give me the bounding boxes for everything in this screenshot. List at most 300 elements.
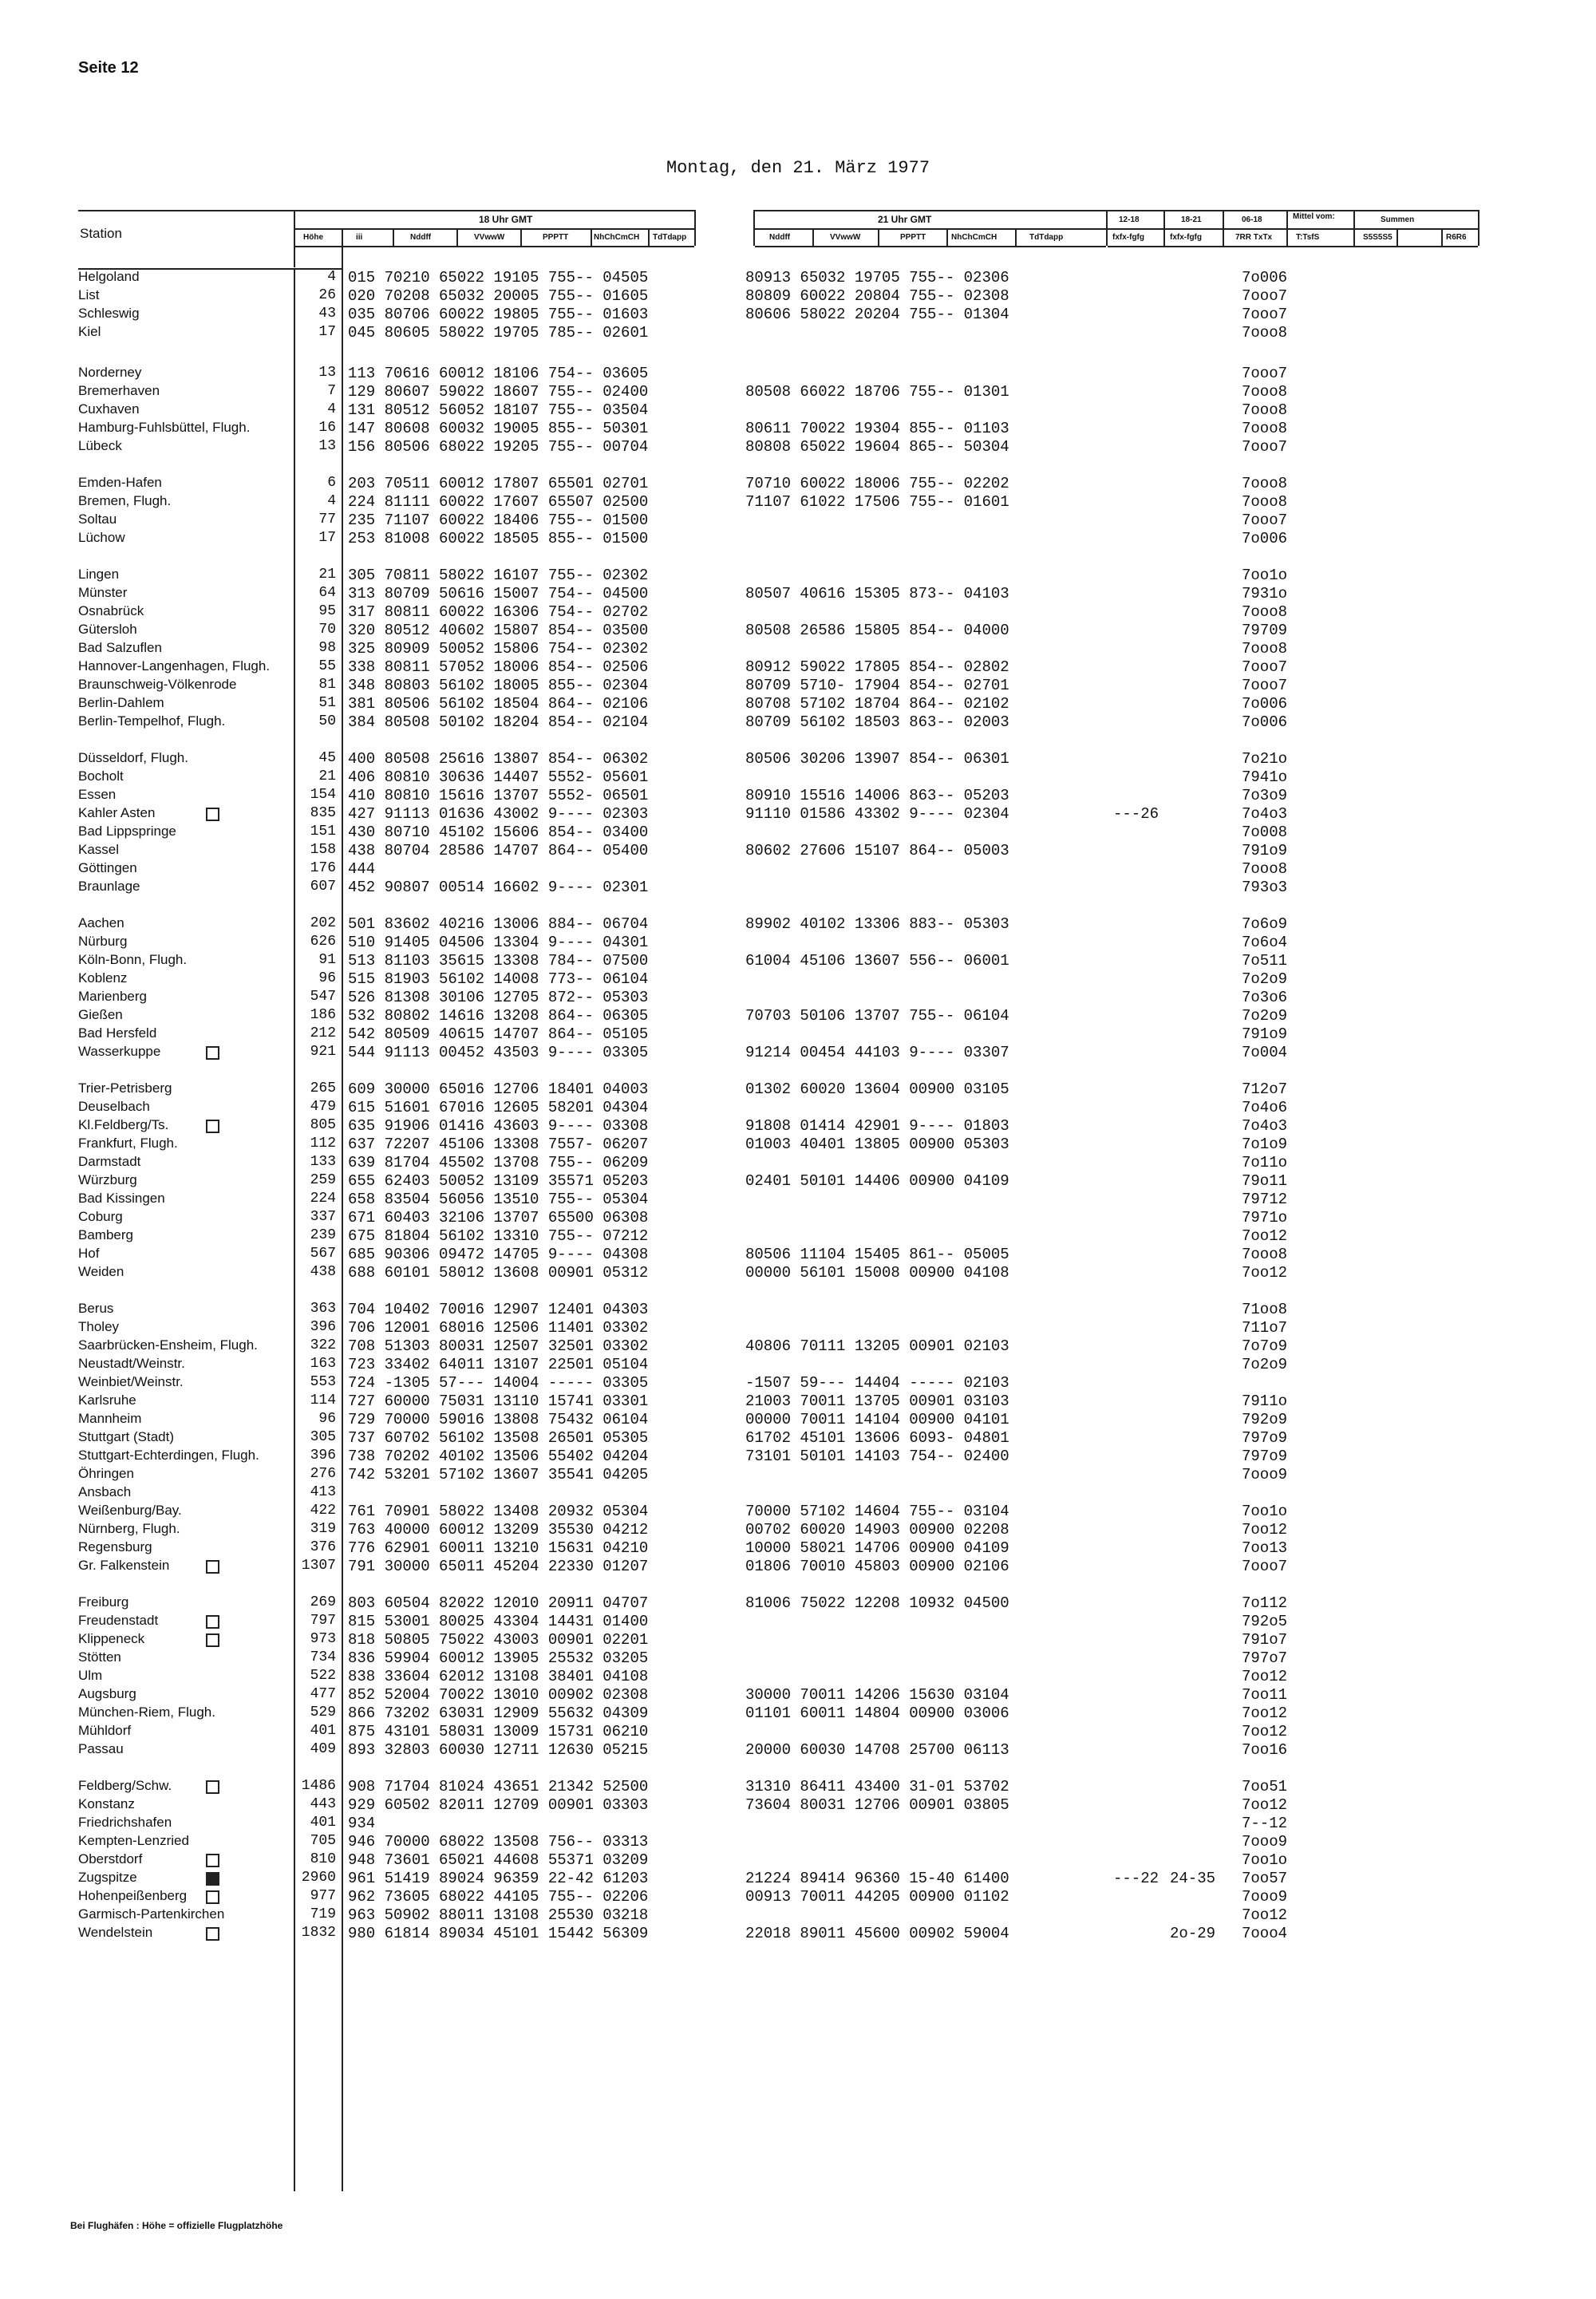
obs-21-gmt: 01806 70010 45803 00900 02106 — [745, 1558, 1009, 1575]
obs-18-gmt: 688 60101 58012 13608 00901 05312 — [348, 1264, 649, 1282]
daily-group: 797o9 — [1242, 1429, 1288, 1447]
table-row — [0, 383, 1596, 401]
daily-group: 7ooo8 — [1242, 603, 1288, 621]
station-height: 443 — [310, 1796, 336, 1812]
table-row — [0, 1025, 1596, 1044]
station-name: Weinbiet/Weinstr. — [78, 1374, 184, 1389]
station-name: Köln-Bonn, Flugh. — [78, 952, 188, 967]
table-row — [0, 365, 1596, 383]
obs-21-gmt: 80708 57102 18704 864-- 02102 — [745, 695, 1009, 713]
table-row — [0, 1429, 1596, 1448]
obs-21-gmt: 00913 70011 44205 00900 01102 — [745, 1888, 1009, 1906]
obs-18-gmt: 513 81103 35615 13308 784-- 07500 — [348, 952, 649, 970]
table-row — [0, 1778, 1596, 1796]
table-row — [0, 269, 1596, 287]
obs-21-gmt: 89902 40102 13306 883-- 05303 — [745, 915, 1009, 933]
obs-18-gmt: 444 — [348, 860, 376, 878]
station-height: 186 — [310, 1007, 336, 1023]
station-height: 26 — [318, 287, 336, 303]
station-height: 91 — [318, 952, 336, 968]
station-height: 50 — [318, 713, 336, 729]
table-row — [0, 1594, 1596, 1613]
station-name: Deuselbach — [78, 1099, 150, 1114]
obs-21-gmt: 73604 80031 12706 00901 03805 — [745, 1796, 1009, 1814]
station-name: Berus — [78, 1301, 114, 1316]
station-height: 1486 — [301, 1778, 336, 1794]
station-name: Kl.Feldberg/Ts. — [78, 1117, 169, 1132]
station-height: 21 — [318, 567, 336, 583]
gust-18-21: 24-35 — [1170, 1870, 1216, 1887]
table-row — [0, 1154, 1596, 1172]
obs-21-gmt: 80910 15516 14006 863-- 05203 — [745, 787, 1009, 804]
obs-21-gmt: 80808 65022 19604 865-- 50304 — [745, 438, 1009, 456]
station-height: 4 — [327, 401, 336, 417]
report-date: Montag, den 21. März 1977 — [666, 158, 930, 178]
station-height: 553 — [310, 1374, 336, 1390]
daily-group: 7o3o9 — [1242, 787, 1288, 804]
header-18-col-5: TdTdapp — [653, 233, 687, 242]
station-name: Gr. Falkenstein — [78, 1558, 170, 1573]
obs-18-gmt: 658 83504 56056 13510 755-- 05304 — [348, 1191, 649, 1208]
daily-group: 7ooo4 — [1242, 1925, 1288, 1942]
table-row — [0, 1319, 1596, 1337]
station-name: Münster — [78, 585, 128, 600]
station-name: List — [78, 287, 100, 302]
daily-group: 7ooo8 — [1242, 324, 1288, 342]
station-name: Braunschweig-Völkenrode — [78, 677, 237, 692]
obs-18-gmt: 156 80506 68022 19205 755-- 00704 — [348, 438, 649, 456]
station-name: Kassel — [78, 842, 120, 857]
station-height: 705 — [310, 1833, 336, 1849]
header-range-12-18: 12-18 — [1119, 215, 1140, 224]
station-name: Darmstadt — [78, 1154, 141, 1169]
obs-18-gmt: 737 60702 56102 13508 26501 05305 — [348, 1429, 649, 1447]
header-iii: iii — [356, 233, 363, 242]
obs-18-gmt: 671 60403 32106 13707 65500 06308 — [348, 1209, 649, 1227]
obs-18-gmt: 761 70901 58022 13408 20932 05304 — [348, 1503, 649, 1520]
header-sub-1: fxfx-fgfg — [1112, 233, 1144, 242]
station-name: Aachen — [78, 915, 124, 930]
station-height: 396 — [310, 1319, 336, 1335]
table-row — [0, 1246, 1596, 1264]
table-row — [0, 1484, 1596, 1503]
mountain-station-box-icon — [206, 1120, 219, 1133]
daily-group: 7931o — [1242, 585, 1288, 602]
station-height: 810 — [310, 1851, 336, 1867]
table-row — [0, 1668, 1596, 1686]
station-height: 212 — [310, 1025, 336, 1041]
daily-group: 791o9 — [1242, 842, 1288, 859]
table-row — [0, 805, 1596, 824]
daily-group: 7o004 — [1242, 1044, 1288, 1061]
station-name: Karlsruhe — [78, 1392, 136, 1408]
station-height: 154 — [310, 787, 336, 803]
table-row — [0, 324, 1596, 342]
station-name: Mannheim — [78, 1411, 142, 1426]
station-height: 4 — [327, 493, 336, 509]
table-row — [0, 567, 1596, 585]
table-row — [0, 915, 1596, 934]
table-row — [0, 1613, 1596, 1631]
station-height: 305 — [310, 1429, 336, 1445]
obs-18-gmt: 893 32803 60030 12711 12630 05215 — [348, 1741, 649, 1759]
station-height: 734 — [310, 1649, 336, 1665]
table-row — [0, 1888, 1596, 1906]
daily-group: 7o3o6 — [1242, 989, 1288, 1006]
table-row — [0, 438, 1596, 456]
daily-group: 791o7 — [1242, 1631, 1288, 1649]
station-height: 479 — [310, 1099, 336, 1115]
mountain-station-box-icon — [206, 1927, 219, 1941]
obs-18-gmt: 430 80710 45102 15606 854-- 03400 — [348, 824, 649, 841]
station-name: Weiden — [78, 1264, 124, 1279]
table-row — [0, 1539, 1596, 1558]
station-height: 337 — [310, 1209, 336, 1225]
station-name: Emden-Hafen — [78, 475, 162, 490]
station-height: 95 — [318, 603, 336, 619]
station-name: Lübeck — [78, 438, 122, 453]
station-name: Berlin-Dahlem — [78, 695, 164, 710]
station-name: Saarbrücken-Ensheim, Flugh. — [78, 1337, 258, 1353]
station-height: 6 — [327, 475, 336, 491]
obs-18-gmt: 338 80811 57052 18006 854-- 02506 — [348, 658, 649, 676]
obs-18-gmt: 501 83602 40216 13006 884-- 06704 — [348, 915, 649, 933]
obs-21-gmt: 61004 45106 13607 556-- 06001 — [745, 952, 1009, 970]
daily-group: 7ooo7 — [1242, 287, 1288, 305]
header-21-col-3: PPPTT — [900, 233, 926, 242]
table-row — [0, 1411, 1596, 1429]
station-height: 133 — [310, 1154, 336, 1170]
station-height: 224 — [310, 1191, 336, 1207]
header-18-col-4: NhChCmCH — [594, 233, 640, 242]
obs-18-gmt: 305 70811 58022 16107 755-- 02302 — [348, 567, 649, 584]
station-height: 835 — [310, 805, 336, 821]
obs-18-gmt: 129 80607 59022 18607 755-- 02400 — [348, 383, 649, 401]
station-name: Ulm — [78, 1668, 103, 1683]
table-row — [0, 842, 1596, 860]
daily-group: 7ooo8 — [1242, 493, 1288, 511]
station-name: Oberstdorf — [78, 1851, 143, 1866]
obs-21-gmt: 80508 66022 18706 755-- 01301 — [745, 383, 1009, 401]
station-height: 2960 — [301, 1870, 336, 1886]
header-21-col-5: TdTdapp — [1029, 233, 1064, 242]
obs-21-gmt: 80507 40616 15305 873-- 04103 — [745, 585, 1009, 602]
daily-group: 7o2o9 — [1242, 970, 1288, 988]
obs-18-gmt: 381 80506 56102 18504 864-- 02106 — [348, 695, 649, 713]
daily-group: 792o9 — [1242, 1411, 1288, 1428]
station-name: Feldberg/Schw. — [78, 1778, 172, 1793]
obs-18-gmt: 948 73601 65021 44608 55371 03209 — [348, 1851, 649, 1869]
station-name: Hof — [78, 1246, 100, 1261]
daily-group: 7oo11 — [1242, 1686, 1288, 1704]
obs-21-gmt: 71107 61022 17506 755-- 01601 — [745, 493, 1009, 511]
obs-18-gmt: 400 80508 25616 13807 854-- 06302 — [348, 750, 649, 768]
header-range-06-18: 06-18 — [1242, 215, 1262, 224]
table-row — [0, 1191, 1596, 1209]
obs-18-gmt: 147 80608 60032 19005 855-- 50301 — [348, 420, 649, 437]
daily-group: 7o6o4 — [1242, 934, 1288, 951]
table-row — [0, 1906, 1596, 1925]
daily-group: 7--12 — [1242, 1815, 1288, 1832]
station-name: Stuttgart (Stadt) — [78, 1429, 174, 1444]
station-height: 1307 — [301, 1558, 336, 1574]
daily-group: 7o7o9 — [1242, 1337, 1288, 1355]
station-height: 797 — [310, 1613, 336, 1629]
obs-18-gmt: 815 53001 80025 43304 14431 01400 — [348, 1613, 649, 1630]
obs-18-gmt: 035 80706 60022 19805 755-- 01603 — [348, 306, 649, 323]
station-name: Frankfurt, Flugh. — [78, 1136, 178, 1151]
station-name: Kempten-Lenzried — [78, 1833, 189, 1848]
table-row — [0, 420, 1596, 438]
daily-group: 71oo8 — [1242, 1301, 1288, 1318]
station-name: Tholey — [78, 1319, 120, 1334]
table-row — [0, 824, 1596, 842]
daily-group: 7ooo8 — [1242, 1246, 1288, 1263]
daily-group: 7ooo7 — [1242, 1558, 1288, 1575]
daily-group: 7oo12 — [1242, 1796, 1288, 1814]
daily-group: 7oo12 — [1242, 1723, 1288, 1740]
station-name: Garmisch-Partenkirchen — [78, 1906, 225, 1922]
obs-21-gmt: 21003 70011 13705 00901 03103 — [745, 1392, 1009, 1410]
header-sub-2: fxfx-fgfg — [1170, 233, 1202, 242]
table-row — [0, 1227, 1596, 1246]
obs-21-gmt: 80912 59022 17805 854-- 02802 — [745, 658, 1009, 676]
station-height: 17 — [318, 324, 336, 340]
table-row — [0, 1503, 1596, 1521]
obs-18-gmt: 962 73605 68022 44105 755-- 02206 — [348, 1888, 649, 1906]
obs-18-gmt: 852 52004 70022 13010 00902 02308 — [348, 1686, 649, 1704]
obs-18-gmt: 224 81111 60022 17607 65507 02500 — [348, 493, 649, 511]
station-name: Düsseldorf, Flugh. — [78, 750, 188, 765]
station-name: Stuttgart-Echterdingen, Flugh. — [78, 1448, 259, 1463]
station-height: 319 — [310, 1521, 336, 1537]
obs-21-gmt: 70000 57102 14604 755-- 03104 — [745, 1503, 1009, 1520]
table-row — [0, 1044, 1596, 1062]
daily-group: 7ooo7 — [1242, 438, 1288, 456]
daily-group: 79o11 — [1242, 1172, 1288, 1190]
obs-18-gmt: 384 80508 50102 18204 854-- 02104 — [348, 713, 649, 731]
station-name: Weißenburg/Bay. — [78, 1503, 182, 1518]
station-name: Öhringen — [78, 1466, 134, 1481]
obs-18-gmt: 934 — [348, 1815, 376, 1832]
station-name: Regensburg — [78, 1539, 152, 1554]
obs-18-gmt: 929 60502 82011 12709 00901 03303 — [348, 1796, 649, 1814]
station-height: 413 — [310, 1484, 336, 1500]
obs-18-gmt: 313 80709 50616 15007 754-- 04500 — [348, 585, 649, 602]
obs-18-gmt: 325 80909 50052 15806 754-- 02302 — [348, 640, 649, 658]
station-name: Neustadt/Weinstr. — [78, 1356, 185, 1371]
station-name: Bremen, Flugh. — [78, 493, 172, 508]
obs-21-gmt: 00702 60020 14903 00900 02208 — [745, 1521, 1009, 1539]
header-station: Station — [80, 226, 122, 241]
obs-18-gmt: 635 91906 01416 43603 9---- 03308 — [348, 1117, 649, 1135]
station-name: München-Riem, Flugh. — [78, 1704, 215, 1720]
table-row — [0, 970, 1596, 989]
obs-21-gmt: 73101 50101 14103 754-- 02400 — [745, 1448, 1009, 1465]
table-row — [0, 640, 1596, 658]
header-21-col-2: VVwwW — [830, 233, 861, 242]
station-height: 396 — [310, 1448, 336, 1464]
obs-21-gmt: 80809 60022 20804 755-- 02308 — [745, 287, 1009, 305]
obs-18-gmt: 708 51303 80031 12507 32501 03302 — [348, 1337, 649, 1355]
obs-18-gmt: 637 72207 45106 13308 7557- 06207 — [348, 1136, 649, 1153]
station-name: Cuxhaven — [78, 401, 140, 417]
daily-group: 7o6o9 — [1242, 915, 1288, 933]
obs-21-gmt: 10000 58021 14706 00900 04109 — [745, 1539, 1009, 1557]
daily-group: 7ooo8 — [1242, 475, 1288, 492]
table-row — [0, 713, 1596, 732]
mountain-station-filled-box-icon — [206, 1872, 219, 1886]
station-height: 363 — [310, 1301, 336, 1317]
station-height: 259 — [310, 1172, 336, 1188]
station-height: 81 — [318, 677, 336, 693]
obs-21-gmt: 21224 89414 96360 15-40 61400 — [745, 1870, 1009, 1887]
table-row — [0, 1264, 1596, 1282]
daily-group: 7ooo7 — [1242, 365, 1288, 382]
obs-18-gmt: 045 80605 58022 19705 785-- 02601 — [348, 324, 649, 342]
station-height: 17 — [318, 530, 336, 546]
table-row — [0, 1007, 1596, 1025]
station-height: 567 — [310, 1246, 336, 1262]
station-height: 96 — [318, 1411, 336, 1427]
obs-21-gmt: 70703 50106 13707 755-- 06104 — [745, 1007, 1009, 1025]
station-height: 626 — [310, 934, 336, 950]
table-row — [0, 658, 1596, 677]
table-row — [0, 1649, 1596, 1668]
obs-21-gmt: 20000 60030 14708 25700 06113 — [745, 1741, 1009, 1759]
mountain-station-box-icon — [206, 1633, 219, 1647]
daily-group: 7o006 — [1242, 713, 1288, 731]
table-row — [0, 1356, 1596, 1374]
station-name: Würzburg — [78, 1172, 137, 1187]
table-row — [0, 287, 1596, 306]
table-row — [0, 952, 1596, 970]
station-height: 547 — [310, 989, 336, 1005]
table-row — [0, 1374, 1596, 1392]
obs-18-gmt: 532 80802 14616 13208 864-- 06305 — [348, 1007, 649, 1025]
station-height: 376 — [310, 1539, 336, 1555]
daily-group: 7ooo8 — [1242, 420, 1288, 437]
daily-group: 797o9 — [1242, 1448, 1288, 1465]
obs-18-gmt: 452 90807 00514 16602 9---- 02301 — [348, 879, 649, 896]
station-name: Bocholt — [78, 768, 124, 784]
daily-group: 79712 — [1242, 1191, 1288, 1208]
station-height: 805 — [310, 1117, 336, 1133]
daily-group: 7oo1o — [1242, 567, 1288, 584]
station-name: Bad Kissingen — [78, 1191, 165, 1206]
daily-group: 7o006 — [1242, 269, 1288, 286]
obs-21-gmt: 80508 26586 15805 854-- 04000 — [745, 622, 1009, 639]
table-row — [0, 1704, 1596, 1723]
obs-21-gmt: 91808 01414 42901 9---- 01803 — [745, 1117, 1009, 1135]
daily-group: 7oo12 — [1242, 1906, 1288, 1924]
obs-18-gmt: 235 71107 60022 18406 755-- 01500 — [348, 512, 649, 529]
mountain-station-box-icon — [206, 1780, 219, 1794]
header-21-col-1: Nddff — [769, 233, 791, 242]
obs-18-gmt: 723 33402 64011 13107 22501 05104 — [348, 1356, 649, 1373]
daily-group: 7oo12 — [1242, 1668, 1288, 1685]
obs-21-gmt: 31310 86411 43400 31-01 53702 — [745, 1778, 1009, 1795]
station-height: 401 — [310, 1723, 336, 1739]
daily-group: 7oo13 — [1242, 1539, 1288, 1557]
station-height: 322 — [310, 1337, 336, 1353]
station-name: Zugspitze — [78, 1870, 137, 1885]
obs-18-gmt: 961 51419 89024 96359 22-42 61203 — [348, 1870, 649, 1887]
header-range-18-21: 18-21 — [1181, 215, 1202, 224]
daily-group: 7971o — [1242, 1209, 1288, 1227]
daily-group: 793o3 — [1242, 879, 1288, 896]
daily-group: 7oo16 — [1242, 1741, 1288, 1759]
obs-21-gmt: 01003 40401 13805 00900 05303 — [745, 1136, 1009, 1153]
obs-21-gmt: 80611 70022 19304 855-- 01103 — [745, 420, 1009, 437]
table-row — [0, 306, 1596, 324]
obs-18-gmt: 510 91405 04506 13304 9---- 04301 — [348, 934, 649, 951]
obs-18-gmt: 866 73202 63031 12909 55632 04309 — [348, 1704, 649, 1722]
obs-18-gmt: 410 80810 15616 13707 5552- 06501 — [348, 787, 649, 804]
table-row — [0, 1448, 1596, 1466]
daily-group: 7941o — [1242, 768, 1288, 786]
station-name: Wasserkuppe — [78, 1044, 161, 1059]
obs-18-gmt: 615 51601 67016 12605 58201 04304 — [348, 1099, 649, 1116]
obs-21-gmt: -1507 59--- 14404 ----- 02103 — [745, 1374, 1009, 1392]
obs-18-gmt: 724 -1305 57--- 14004 ----- 03305 — [348, 1374, 649, 1392]
obs-18-gmt: 742 53201 57102 13607 35541 04205 — [348, 1466, 649, 1483]
obs-21-gmt: 01302 60020 13604 00900 03105 — [745, 1080, 1009, 1098]
station-name: Friedrichshafen — [78, 1815, 172, 1830]
station-name: Osnabrück — [78, 603, 144, 618]
station-height: 438 — [310, 1264, 336, 1280]
station-height: 4 — [327, 269, 336, 285]
header-summen: Summen — [1381, 215, 1415, 224]
daily-group: 7911o — [1242, 1392, 1288, 1410]
obs-18-gmt: 427 91113 01636 43002 9---- 02303 — [348, 805, 649, 823]
obs-18-gmt: 020 70208 65032 20005 755-- 01605 — [348, 287, 649, 305]
table-row — [0, 1833, 1596, 1851]
mountain-station-box-icon — [206, 808, 219, 821]
station-name: Mühldorf — [78, 1723, 132, 1738]
mountain-station-box-icon — [206, 1890, 219, 1904]
station-name: Bremerhaven — [78, 383, 160, 398]
daily-group: 7o112 — [1242, 1594, 1288, 1612]
station-name: Bad Salzuflen — [78, 640, 162, 655]
obs-18-gmt: 738 70202 40102 13506 55402 04204 — [348, 1448, 649, 1465]
station-name: Kiel — [78, 324, 101, 339]
obs-18-gmt: 908 71704 81024 43651 21342 52500 — [348, 1778, 649, 1795]
header-21-gmt: 21 Uhr GMT — [878, 214, 932, 225]
station-name: Braunlage — [78, 879, 140, 894]
daily-group: 7ooo8 — [1242, 860, 1288, 878]
obs-21-gmt: 80709 5710- 17904 854-- 02701 — [745, 677, 1009, 694]
obs-18-gmt: 706 12001 68016 12506 11401 03302 — [348, 1319, 649, 1337]
page-number: Seite 12 — [78, 59, 139, 77]
obs-18-gmt: 131 80512 56052 18107 755-- 03504 — [348, 401, 649, 419]
table-row — [0, 512, 1596, 530]
station-name: Kahler Asten — [78, 805, 156, 820]
obs-18-gmt: 526 81308 30106 12705 872-- 05303 — [348, 989, 649, 1006]
table-row — [0, 1870, 1596, 1888]
obs-18-gmt: 655 62403 50052 13109 35571 05203 — [348, 1172, 649, 1190]
station-height: 96 — [318, 970, 336, 986]
daily-group: 7oo12 — [1242, 1227, 1288, 1245]
table-row — [0, 677, 1596, 695]
station-height: 477 — [310, 1686, 336, 1702]
obs-21-gmt: 00000 56101 15008 00900 04108 — [745, 1264, 1009, 1282]
gust-18-21: 2o-29 — [1170, 1925, 1216, 1942]
station-name: Stötten — [78, 1649, 121, 1665]
station-height: 719 — [310, 1906, 336, 1922]
station-name: Göttingen — [78, 860, 137, 875]
obs-18-gmt: 639 81704 45502 13708 755-- 06209 — [348, 1154, 649, 1171]
